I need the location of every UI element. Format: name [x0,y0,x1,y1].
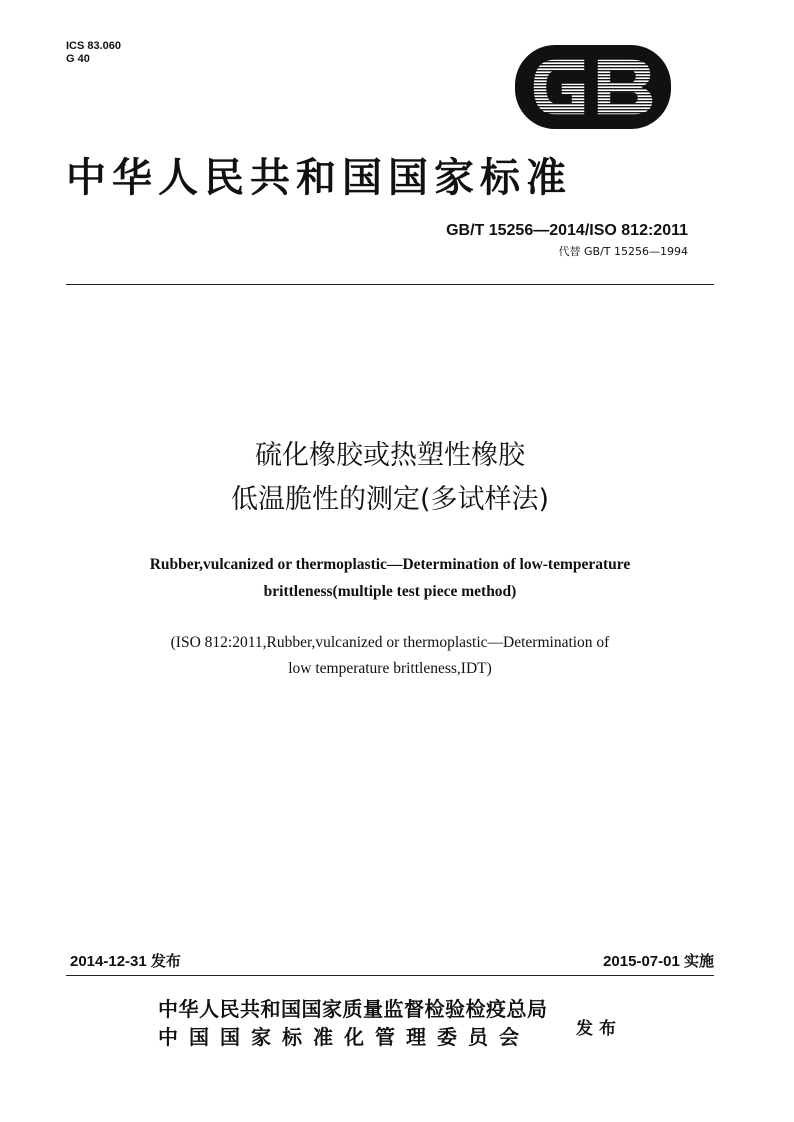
english-title-line1: Rubber,vulcanized or thermoplastic—Determination of low-temperature [149,556,631,573]
replaces-standard: 代替 GB/T 15256—1994 [558,245,688,258]
chinese-title [66,434,714,522]
publish-label: 发布 [576,1019,622,1039]
english-title-line2: brittleness(multiple test piece method) [263,583,517,600]
english-title [66,551,714,605]
publishers-block [158,995,548,1051]
national-standard-title: 中华人民共和国国家标准 [66,154,572,201]
gb-logo-icon [513,43,673,131]
top-divider [66,284,714,285]
gb-standard-logo [513,43,673,131]
bottom-divider [66,975,714,976]
publisher-sac: 中国国家标准化管理委员会 [158,1025,530,1049]
publisher-aqsiq: 中华人民共和国国家质量监督检验检疫总局 [158,997,548,1021]
ccs-code: G 40 [66,53,90,65]
issue-date: 2014-12-31 发布 [70,953,181,970]
iso-reference [66,630,714,682]
chinese-title-line2: 低温脆性的测定(多试样法) [230,484,550,515]
implementation-date: 2015-07-01 实施 [603,953,714,970]
classification-codes [66,40,121,66]
chinese-title-line1: 硫化橡胶或热塑性橡胶 [255,440,525,471]
iso-reference-line1: (ISO 812:2011,Rubber,vulcanized or thermoplastic—Determination of [170,634,610,651]
standard-number: GB/T 15256—2014/ISO 812:2011 [446,222,688,239]
ics-code: ICS 83.060 [66,40,122,52]
iso-reference-line2: low temperature brittleness,IDT) [288,660,492,677]
